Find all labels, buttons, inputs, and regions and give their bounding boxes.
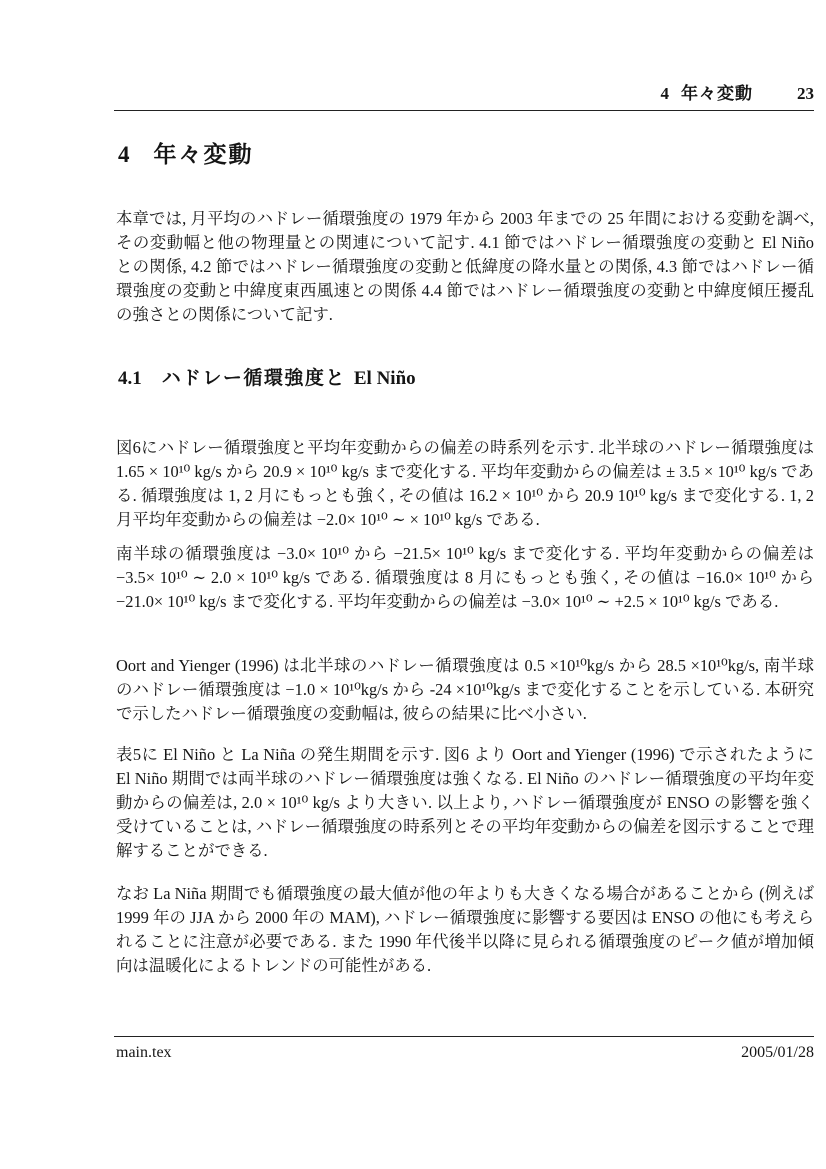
section-number: 4	[118, 142, 130, 167]
subsection-heading	[118, 367, 416, 391]
footer-date: 2005/01/28	[741, 1044, 814, 1061]
body-paragraph-el-nino-table: 表5に El Niño と La Niña の発生期間を示す. 図6 より Oort and Yienger (1996) で示されたように El Niño 期間では両半球のハドレー循環強度は強くなる. El Niño のハドレー循環強度の平均年変動からの偏差は, 2.0 × 10¹⁰ kg/s より大きい. 以上より, ハドレー循環強度が ENSO の影響を強く受けていることは, ハドレー循環強度の時系列とその平均年変動からの偏差を図示することで理解することができる.	[116, 745, 814, 860]
page-number: 23	[797, 84, 814, 103]
subsection-title-jp: ハドレー循環強度と	[161, 368, 346, 389]
subsection-number: 4.1	[118, 368, 142, 389]
footer-filename: main.tex	[116, 1044, 172, 1061]
section-heading	[118, 140, 254, 169]
intro-paragraph: 本章では, 月平均のハドレー循環強度の 1979 年から 2003 年までの 25 年間における変動を調べ, その変動幅と他の物理量との関連について記す. 4.1 節ではハドレー循環強度の変動と El Niño との関係, 4.2 節ではハドレー循環強度の変動と低緯度の降水量との関係, 4.3 節ではハドレー循環強度の変動と中緯度東西風速との関係 4.4 節ではハドレー循環強度の変動と中緯度傾圧擾乱の強さとの関係について記す.	[116, 209, 814, 324]
subsection-title-latin: El Niño	[353, 368, 416, 389]
running-head-section-title: 年々変動	[681, 84, 753, 103]
header-rule	[114, 110, 814, 111]
body-paragraph-oort-yienger: Oort and Yienger (1996) は北半球のハドレー循環強度は 0.5 ×10¹⁰kg/s から 28.5 ×10¹⁰kg/s, 南半球のハドレー循環強度は −1.0 × 10¹⁰kg/s から -24 ×10¹⁰kg/s まで変化することを示している. 本研究で示したハドレー循環強度の変動幅は, 彼らの結果に比べ小さい.	[116, 656, 814, 723]
footer-rule	[114, 1036, 814, 1037]
running-head-section-number: 4	[660, 84, 669, 103]
body-paragraph-la-nina-note: なお La Niña 期間でも循環強度の最大値が他の年よりも大きくなる場合があることから (例えば 1999 年の JJA から 2000 年の MAM), ハドレー循環強度に影響する要因は ENSO の他にも考えられることに注意が必要である. また 1990 年代後半以降に見られる循環強度のピーク値が増加傾向は温暖化によるトレンドの可能性がある.	[116, 884, 814, 975]
section-title: 年々変動	[153, 141, 254, 167]
body-paragraph-hadley-timeseries: 図6にハドレー循環強度と平均年変動からの偏差の時系列を示す. 北半球のハドレー循環強度は 1.65 × 10¹⁰ kg/s から 20.9 × 10¹⁰ kg/s まで変化する. 平均年変動からの偏差は ± 3.5 × 10¹⁰ kg/s である. 循環強度は 1, 2 月にもっとも強く, その値は 16.2 × 10¹⁰ から 20.9 10¹⁰ kg/s まで変化する. 1, 2 月平均年変動からの偏差は −2.0× 10¹⁰ ∼ × 10¹⁰ kg/s である.	[116, 438, 814, 529]
body-paragraph-southern-hemisphere: 南半球の循環強度は −3.0× 10¹⁰ から −21.5× 10¹⁰ kg/s まで変化する. 平均年変動からの偏差は −3.5× 10¹⁰ ∼ 2.0 × 10¹⁰ kg/s である. 循環強度は 8 月にもっとも強く, その値は −16.0× 10¹⁰ から −21.0× 10¹⁰ kg/s まで変化する. 平均年変動からの偏差は −3.0× 10¹⁰ ∼ +2.5 × 10¹⁰ kg/s である.	[116, 544, 814, 611]
page-footer	[116, 1043, 814, 1063]
running-head	[116, 84, 814, 104]
